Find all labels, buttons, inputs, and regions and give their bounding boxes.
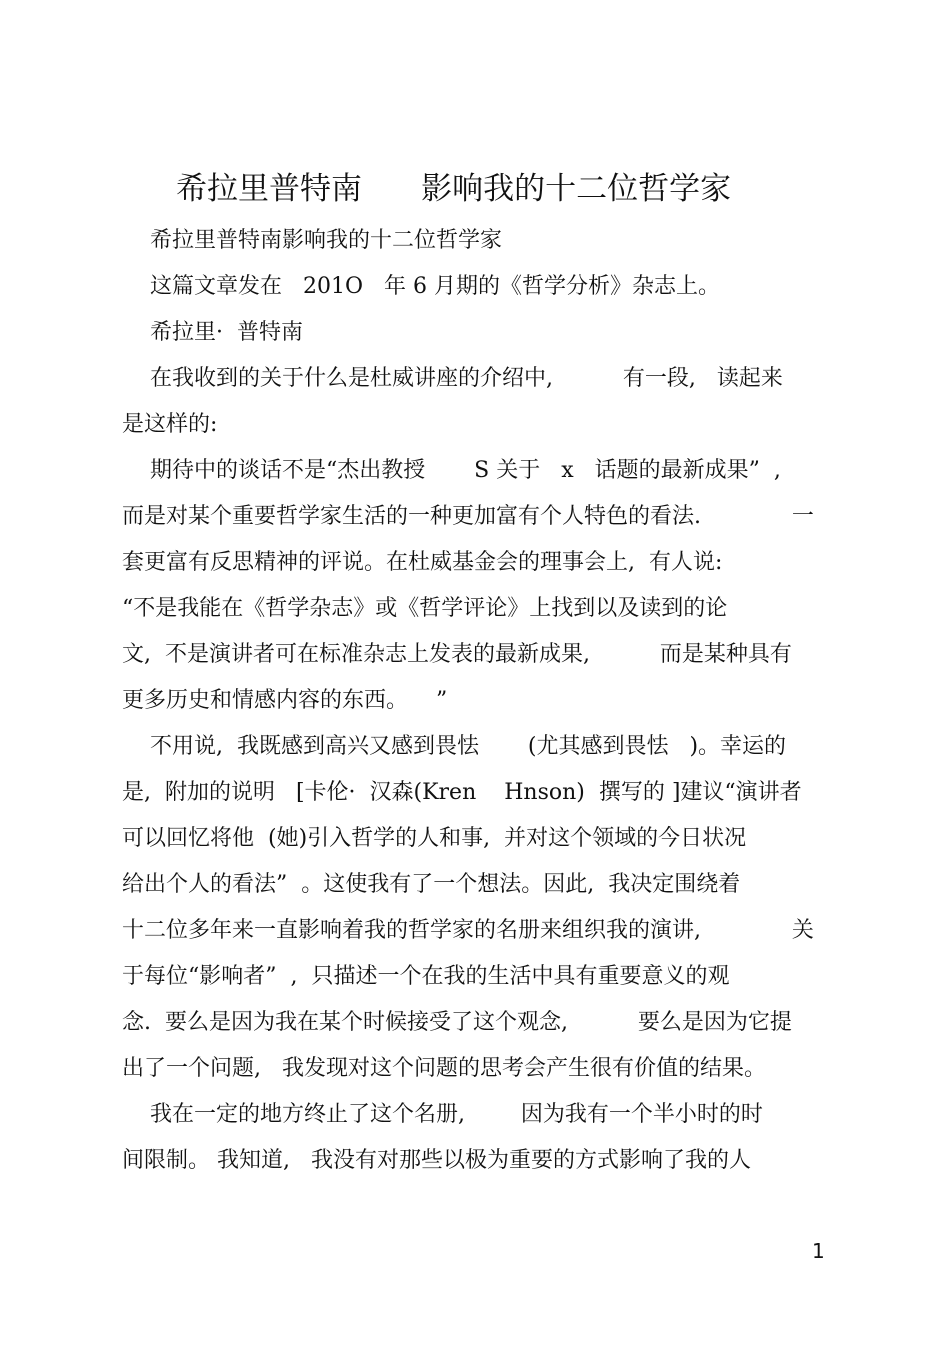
page-title: 希拉里普特南 影响我的十二位哲学家	[176, 171, 732, 207]
text-line: 是这样的:	[122, 412, 218, 437]
text-line: “不是我能在《哲学杂志》或《哲学评论》上找到以及读到的论	[122, 596, 728, 621]
text-line: 文, 不是演讲者可在标准杂志上发表的最新成果, 而是某种具有	[122, 642, 792, 667]
body-text	[122, 218, 832, 1184]
text-line: 在我收到的关于什么是杜威讲座的介绍中, 有一段, 读起来	[122, 366, 783, 391]
text-line: 不用说, 我既感到高兴又感到畏怯 (尤其感到畏怯 )。幸运的	[122, 734, 787, 759]
text-line: 我在一定的地方终止了这个名册, 因为我有一个半小时的时	[122, 1102, 763, 1127]
text-line: 希拉里普特南影响我的十二位哲学家	[122, 228, 502, 253]
text-line: 念. 要么是因为我在某个时候接受了这个观念, 要么是因为它提	[122, 1010, 792, 1035]
text-line: 可以回忆将他 (她)引入哲学的人和事, 并对这个领域的今日状况	[122, 826, 747, 851]
text-line: 更多历史和情感内容的东西。 ”	[122, 688, 448, 713]
text-line: 给出个人的看法” 。这使我有了一个想法。因此, 我决定围绕着	[122, 872, 741, 897]
text-line: 希拉里· 普特南	[122, 320, 303, 345]
text-line: 是, 附加的说明 [卡伦· 汉森(Kren Hnson) 撰写的 ]建议“演讲者	[122, 780, 802, 805]
text-line: 出了一个问题, 我发现对这个问题的思考会产生很有价值的结果。	[122, 1056, 766, 1081]
text-line: 套更富有反思精神的评说。在杜威基金会的理事会上, 有人说:	[122, 550, 723, 575]
text-line: 间限制。 我知道, 我没有对那些以极为重要的方式影响了我的人	[122, 1148, 751, 1173]
text-line: 这篇文章发在 201O 年 6 月期的《哲学分析》杂志上。	[122, 274, 720, 299]
text-line: 于每位“影响者” , 只描述一个在我的生活中具有重要意义的观	[122, 964, 730, 989]
text-line: 期待中的谈话不是“杰出教授 S 关于 x 话题的最新成果” ,	[122, 458, 781, 483]
text-line: 而是对某个重要哲学家生活的一种更加富有个人特色的看法. 一	[122, 504, 814, 529]
page-number: 1	[812, 1239, 825, 1263]
text-line: 十二位多年来一直影响着我的哲学家的名册来组织我的演讲, 关	[122, 918, 814, 943]
